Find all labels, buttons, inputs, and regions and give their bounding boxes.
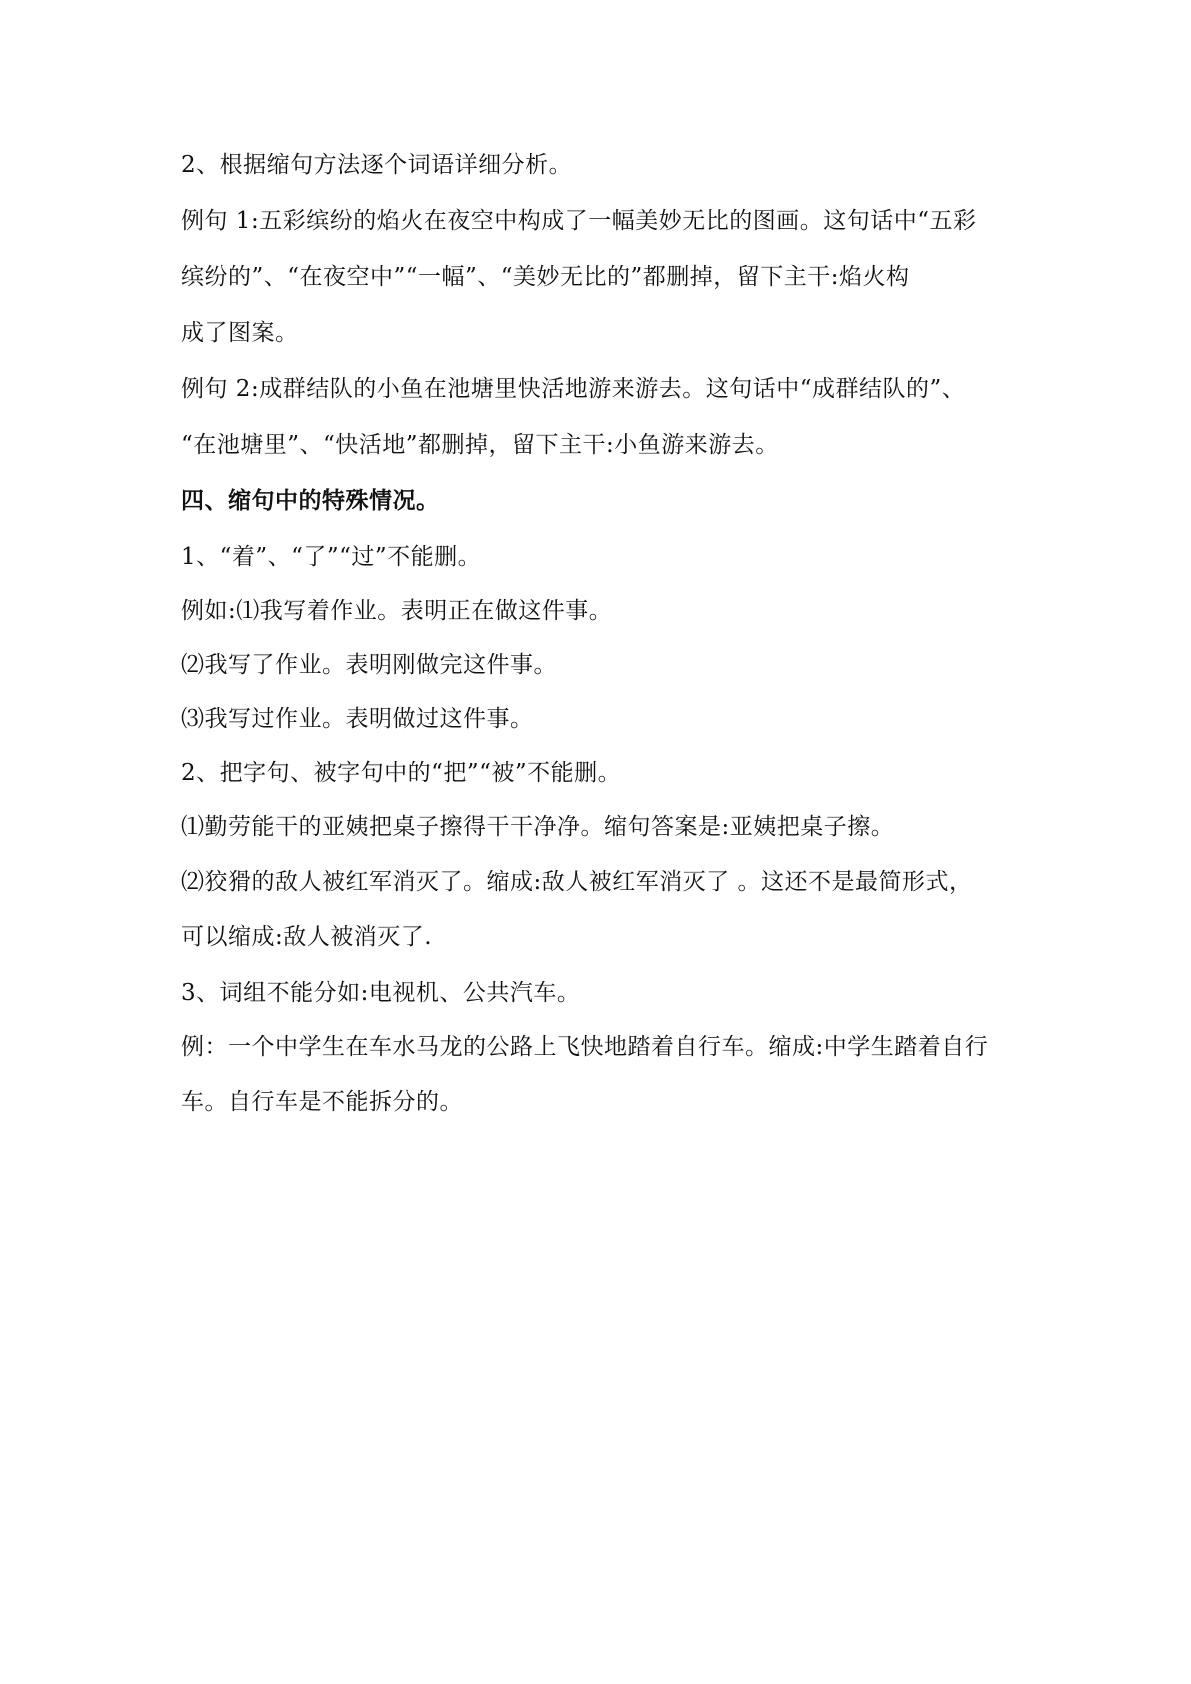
- rule3-example-line2: 车。自行车是不能拆分的。: [181, 1089, 463, 1115]
- example1-line3: 成了图案。: [181, 320, 299, 346]
- example2-line1: 例句 2:成群结队的小鱼在池塘里快活地游来游去。这句话中“成群结队的”、: [181, 376, 966, 402]
- section-four-heading: 四、缩句中的特殊情况。: [181, 488, 440, 514]
- example1-line1: 例句 1:五彩缤纷的焰火在夜空中构成了一幅美妙无比的图画。这句话中“五彩: [181, 208, 977, 234]
- rule2-example2-line2: 可以缩成:敌人被消灭了.: [181, 924, 433, 950]
- rule1-example3: ⑶我写过作业。表明做过这件事。: [181, 706, 534, 732]
- rule3-example-line1: 例：一个中学生在车水马龙的公路上飞快地踏着自行车。缩成:中学生踏着自行: [181, 1034, 989, 1060]
- rule2-example1: ⑴勤劳能干的亚姨把桌子擦得干干净净。缩句答案是:亚姨把桌子擦。: [181, 814, 895, 840]
- rule1-example1: 例如:⑴我写着作业。表明正在做这件事。: [181, 598, 613, 624]
- example2-line2: “在池塘里”、“快活地”都删掉，留下主干:小鱼游来游去。: [181, 432, 779, 458]
- example1-line2: 缤纷的”、“在夜空中”“一幅”、“美妙无比的”都删掉，留下主干:焰火构: [181, 264, 910, 290]
- rule3-title: 3、词组不能分如:电视机、公共汽车。: [181, 980, 581, 1006]
- rule2-example2-line1: ⑵狡猾的敌人被红军消灭了。缩成:敌人被红军消灭了 。这还不是最简形式，: [181, 869, 973, 895]
- rule2-title: 2、把字句、被字句中的“把”“被”不能删。: [181, 760, 622, 786]
- method-item: 2、根据缩句方法逐个词语详细分析。: [181, 152, 573, 178]
- rule1-title: 1、“着”、“了”“过”不能删。: [181, 544, 482, 570]
- rule1-example2: ⑵我写了作业。表明刚做完这件事。: [181, 652, 557, 678]
